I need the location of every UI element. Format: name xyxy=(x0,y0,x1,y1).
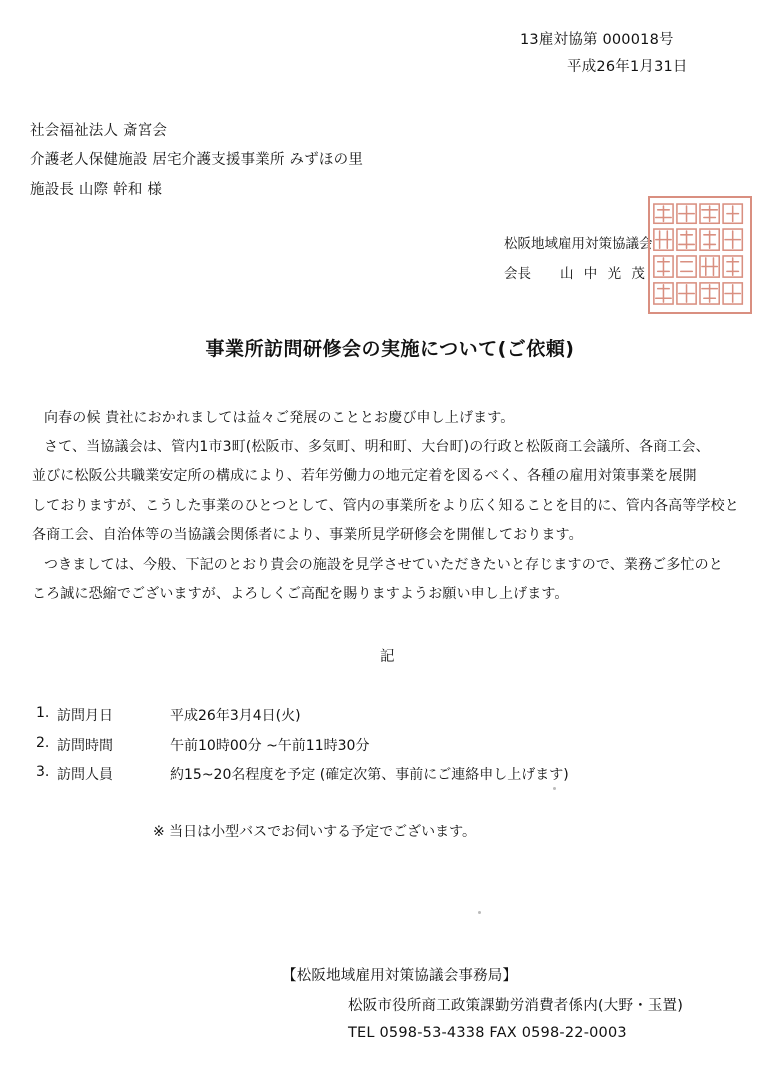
official-seal-graphic xyxy=(650,198,750,312)
sender-title: 会長 xyxy=(504,266,531,282)
item-number: 2. xyxy=(36,735,50,751)
document-number: 13雇対協第 000018号 xyxy=(520,32,674,48)
item-label: 訪問人員 xyxy=(57,767,113,783)
document-title: 事業所訪問研修会の実施について(ご依頼) xyxy=(205,338,575,360)
item-value: 午前10時00分 ~午前11時30分 xyxy=(170,738,370,754)
body-line-4: しておりますが、こうした事業のひとつとして、管内の事業所をより広く知ることを目的に、管内各高等学校と xyxy=(32,498,739,514)
body-line-1: 向春の候 貴社におかれましては益々ご発展のこととお慶び申し上げます。 xyxy=(44,410,515,426)
item-label: 訪問月日 xyxy=(57,708,113,724)
office-name: 【松阪地域雇用対策協議会事務局】 xyxy=(282,968,518,984)
item-number: 1. xyxy=(36,705,50,721)
recipient-facility: 介護老人保健施設 居宅介護支援事業所 みずほの里 xyxy=(30,152,364,168)
official-seal xyxy=(648,196,752,314)
scan-speck xyxy=(478,911,481,914)
body-line-6: つきましては、今般、下記のとおり貴会の施設を見学させていただきたいと存じますので、業務ご多忙のと xyxy=(44,557,723,573)
scan-speck xyxy=(553,787,556,790)
item-number: 3. xyxy=(36,764,50,780)
item-value: 約15~20名程度を予定 (確定次第、事前にご連絡申し上げます) xyxy=(170,767,569,783)
document-date: 平成26年1月31日 xyxy=(567,59,688,75)
body-line-7: ころ誠に恐縮でございますが、よろしくご高配を賜りますようお願い申し上げます。 xyxy=(32,586,569,602)
body-line-5: 各商工会、自治体等の当協議会関係者により、事業所見学研修会を開催しております。 xyxy=(32,527,583,543)
item-label: 訪問時間 xyxy=(57,738,113,754)
recipient-person: 施設長 山際 幹和 様 xyxy=(30,182,163,198)
ki-mark: 記 xyxy=(380,649,395,665)
sender-org: 松阪地域雇用対策協議会 xyxy=(504,236,653,252)
body-line-2: さて、当協議会は、管内1市3町(松阪市、多気町、明和町、大台町)の行政と松阪商工会議所、各商工会、 xyxy=(44,439,710,455)
note-text: ※ 当日は小型バスでお伺いする予定でございます。 xyxy=(153,824,477,840)
office-contact: TEL 0598-53-4338 FAX 0598-22-0003 xyxy=(348,1025,627,1041)
office-department: 松阪市役所商工政策課勤労消費者係内(大野・玉置) xyxy=(348,998,684,1014)
item-value: 平成26年3月4日(火) xyxy=(170,708,301,724)
recipient-org: 社会福祉法人 斎宮会 xyxy=(30,123,168,139)
sender-name: 山 中 光 茂 xyxy=(560,266,648,282)
body-line-3: 並びに松阪公共職業安定所の構成により、若年労働力の地元定着を図るべく、各種の雇用対策事業を展開 xyxy=(32,468,697,484)
